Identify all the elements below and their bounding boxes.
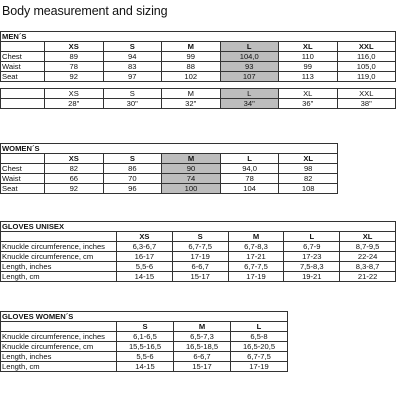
gloves-womens-size-header [1, 322, 288, 332]
spacer-cell [1, 82, 396, 89]
row-label: Knuckle circumference, cm [1, 252, 117, 262]
row-label: Length, cm [1, 272, 117, 282]
cell: 5,5-6 [117, 352, 174, 362]
size-header-highlighted: L [220, 89, 279, 99]
cell: 17-23 [284, 252, 340, 262]
cell: 21-22 [340, 272, 396, 282]
corner-cell [1, 89, 45, 99]
table-row [1, 332, 288, 342]
cell: 89 [45, 52, 104, 62]
gloves-unisex-section-title: GLOVES UNISEX [1, 222, 396, 232]
cell: 6,7-9 [284, 242, 340, 252]
cell: 17-19 [231, 362, 288, 372]
row-label: Seat [1, 72, 45, 82]
cell: 105,0 [337, 62, 396, 72]
size-header: XXL [337, 42, 396, 52]
cell: 6,7-7,5 [172, 242, 228, 252]
table-row [1, 52, 396, 62]
corner-cell [1, 322, 117, 332]
gloves-womens-table [0, 311, 288, 372]
cell: 92 [45, 184, 104, 194]
gloves-unisex-size-header [1, 232, 396, 242]
cell-highlighted: 100 [162, 184, 221, 194]
cell: 102 [162, 72, 221, 82]
cell: 14-15 [117, 272, 173, 282]
cell: 14-15 [117, 362, 174, 372]
cell: 15-17 [172, 272, 228, 282]
cell: 6,5-8 [231, 332, 288, 342]
size-header: S [172, 232, 228, 242]
cell: 88 [162, 62, 221, 72]
cell: 97 [103, 72, 162, 82]
cell: 116,0 [337, 52, 396, 62]
corner-cell [1, 99, 45, 109]
cell-highlighted: 34" [220, 99, 279, 109]
cell: 32" [162, 99, 221, 109]
cell: 99 [162, 52, 221, 62]
cell: 119,0 [337, 72, 396, 82]
cell: 8,7-9,5 [340, 242, 396, 252]
cell: 66 [45, 174, 104, 184]
table-row [1, 342, 288, 352]
table-row [1, 272, 396, 282]
size-header: XS [45, 89, 104, 99]
cell: 94 [103, 52, 162, 62]
row-label: Chest [1, 164, 45, 174]
cell: 6,1-6,5 [117, 332, 174, 342]
size-header: XL [340, 232, 396, 242]
size-header: M [162, 89, 221, 99]
table-row [1, 164, 338, 174]
cell: 94,0 [220, 164, 279, 174]
womens-section-title: WOMEN´S [1, 144, 338, 154]
size-header: XXL [337, 89, 396, 99]
size-header: M [174, 322, 231, 332]
cell: 16,5-18,5 [174, 342, 231, 352]
cell: 30" [103, 99, 162, 109]
cell: 78 [220, 174, 279, 184]
cell-highlighted: 107 [220, 72, 279, 82]
cell: 8,3-8,7 [340, 262, 396, 272]
cell-highlighted: 74 [162, 174, 221, 184]
table-row [1, 62, 396, 72]
inseam-size-row [1, 89, 396, 99]
row-label: Length, cm [1, 362, 117, 372]
cell: 99 [279, 62, 338, 72]
table-row [1, 252, 396, 262]
cell-highlighted: 93 [220, 62, 279, 72]
corner-cell [1, 154, 45, 164]
row-label: Waist [1, 62, 45, 72]
row-label: Length, inches [1, 262, 117, 272]
size-header: XS [117, 232, 173, 242]
womens-size-table [0, 143, 338, 194]
cell: 83 [103, 62, 162, 72]
row-label: Waist [1, 174, 45, 184]
table-row [1, 262, 396, 272]
table-row [1, 184, 338, 194]
size-header: XL [279, 42, 338, 52]
cell: 38" [337, 99, 396, 109]
table-row [1, 174, 338, 184]
cell: 6,5-7,3 [174, 332, 231, 342]
size-header: S [117, 322, 174, 332]
cell: 36" [279, 99, 338, 109]
cell: 16-17 [117, 252, 173, 262]
cell: 96 [103, 184, 162, 194]
cell: 7,5-8,3 [284, 262, 340, 272]
mens-section-title: MEN´S [1, 32, 396, 42]
cell: 15-17 [174, 362, 231, 372]
cell: 86 [103, 164, 162, 174]
page-title: Body measurement and sizing [2, 4, 168, 18]
womens-size-header [1, 154, 338, 164]
cell: 6,7-7,5 [228, 262, 284, 272]
cell: 92 [45, 72, 104, 82]
cell: 6,3-6,7 [117, 242, 173, 252]
size-header: XL [279, 89, 338, 99]
size-header: M [228, 232, 284, 242]
corner-cell [1, 232, 117, 242]
mens-size-table [0, 31, 396, 109]
size-header-highlighted: L [220, 42, 279, 52]
cell: 104 [220, 184, 279, 194]
cell: 82 [45, 164, 104, 174]
table-row [1, 362, 288, 372]
cell: 6,7-8,3 [228, 242, 284, 252]
inseam-value-row [1, 99, 396, 109]
row-label: Knuckle circumference, inches [1, 242, 117, 252]
size-header: M [162, 42, 221, 52]
gloves-unisex-table [0, 221, 396, 282]
row-label: Knuckle circumference, inches [1, 332, 117, 342]
cell: 113 [279, 72, 338, 82]
cell: 17-21 [228, 252, 284, 262]
size-header: XS [45, 42, 104, 52]
mens-size-header [1, 42, 396, 52]
cell: 82 [279, 174, 338, 184]
cell: 78 [45, 62, 104, 72]
cell: 98 [279, 164, 338, 174]
row-label: Knuckle circumference, cm [1, 342, 117, 352]
size-header: L [231, 322, 288, 332]
cell: 110 [279, 52, 338, 62]
cell: 6-6,7 [172, 262, 228, 272]
row-label: Length, inches [1, 352, 117, 362]
cell: 70 [103, 174, 162, 184]
cell: 6,7-7,5 [231, 352, 288, 362]
size-header: S [103, 42, 162, 52]
row-label: Chest [1, 52, 45, 62]
cell: 17-19 [228, 272, 284, 282]
cell: 17-19 [172, 252, 228, 262]
size-header: XS [45, 154, 104, 164]
row-label: Seat [1, 184, 45, 194]
cell: 16,5-20,5 [231, 342, 288, 352]
table-row [1, 352, 288, 362]
corner-cell [1, 42, 45, 52]
size-header: L [220, 154, 279, 164]
cell: 28" [45, 99, 104, 109]
size-header: S [103, 89, 162, 99]
size-header: XL [279, 154, 338, 164]
cell: 108 [279, 184, 338, 194]
cell: 22-24 [340, 252, 396, 262]
gloves-womens-section-title: GLOVES WOMEN´S [1, 312, 288, 322]
table-row [1, 242, 396, 252]
size-header: S [103, 154, 162, 164]
cell: 19-21 [284, 272, 340, 282]
cell-highlighted: 90 [162, 164, 221, 174]
cell-highlighted: 104,0 [220, 52, 279, 62]
cell: 6-6,7 [174, 352, 231, 362]
spacer-row [1, 82, 396, 89]
table-row [1, 72, 396, 82]
size-header: L [284, 232, 340, 242]
size-header-highlighted: M [162, 154, 221, 164]
cell: 15,5-16,5 [117, 342, 174, 352]
cell: 5,5-6 [117, 262, 173, 272]
